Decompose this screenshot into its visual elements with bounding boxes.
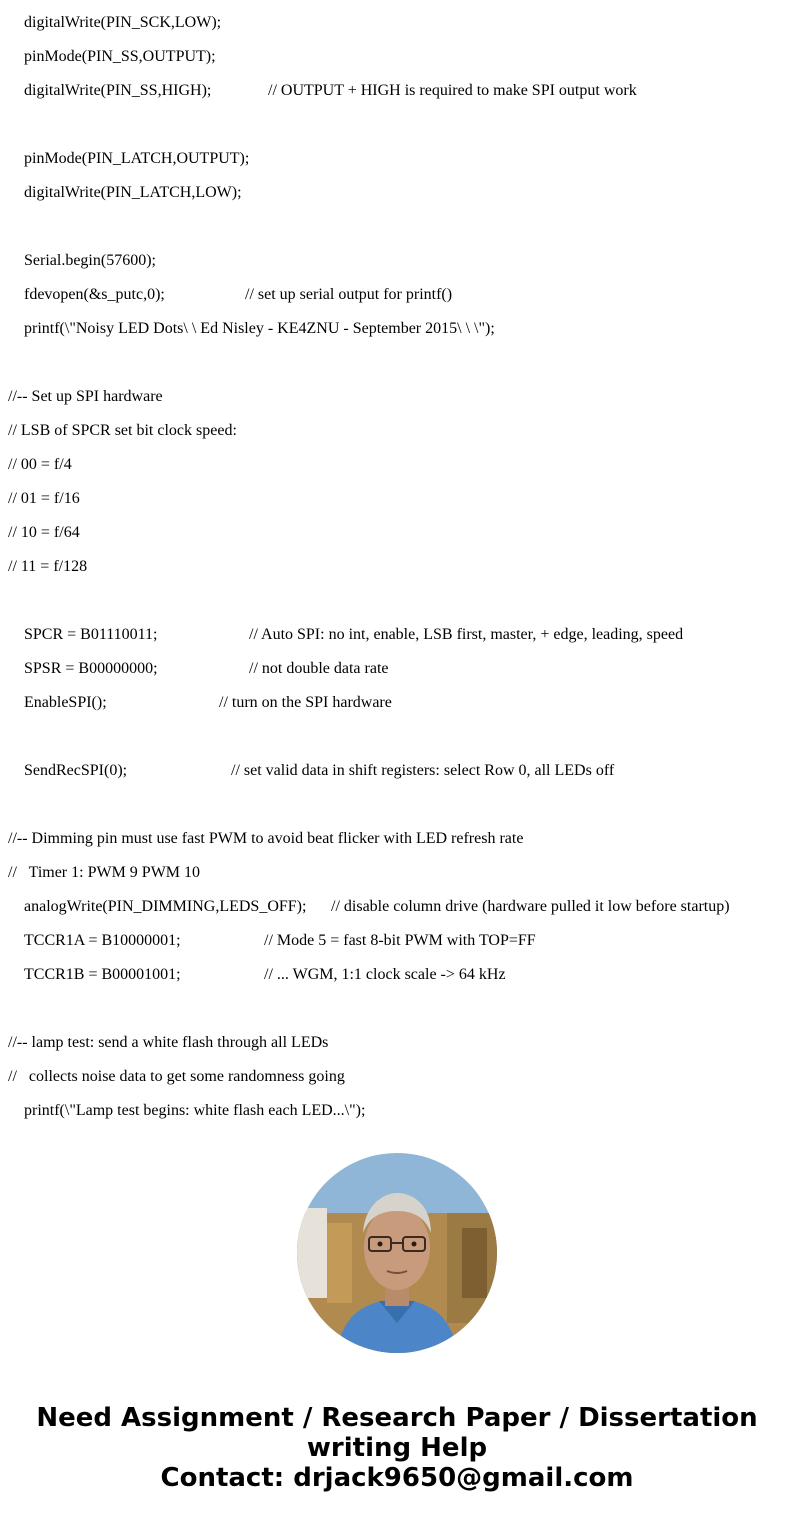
- code-line: [24, 694, 107, 712]
- comment-line: [8, 388, 163, 406]
- code-line: [24, 932, 181, 950]
- inline-comment: // disable column drive (hardware pulled it low before startup): [331, 898, 730, 915]
- author-avatar: [297, 1153, 497, 1353]
- code-text: // 00 = f/4: [8, 456, 72, 473]
- comment-line: [8, 1034, 328, 1052]
- code-text: // collects noise data to get some randomness going: [8, 1068, 345, 1085]
- comment-line: [8, 490, 80, 508]
- code-text: digitalWrite(PIN_SCK,LOW);: [24, 14, 222, 31]
- code-text: // Timer 1: PWM 9 PWM 10: [8, 864, 201, 881]
- inline-comment: // set up serial output for printf(): [245, 286, 453, 303]
- code-line: [24, 320, 495, 338]
- code-text: SPCR = B01110011;: [24, 626, 158, 643]
- code-line: [24, 966, 181, 984]
- author-photo: [297, 1153, 497, 1353]
- code-text: printf(\"Noisy LED Dots\ \ Ed Nisley - KE4ZNU - September 2015\ \ \");: [24, 320, 495, 337]
- code-text: //-- Dimming pin must use fast PWM to avoid beat flicker with LED refresh rate: [8, 830, 524, 847]
- comment-line: [8, 1068, 345, 1086]
- inline-comment: // ... WGM, 1:1 clock scale -> 64 kHz: [264, 966, 506, 983]
- inline-comment: // set valid data in shift registers: select Row 0, all LEDs off: [231, 762, 615, 779]
- inline-comment: // Mode 5 = fast 8-bit PWM with TOP=FF: [264, 932, 536, 949]
- code-text: pinMode(PIN_SS,OUTPUT);: [24, 48, 216, 65]
- inline-comment: // turn on the SPI hardware: [219, 694, 392, 711]
- code-text: //-- lamp test: send a white flash through all LEDs: [8, 1034, 329, 1051]
- comment-line: [8, 830, 523, 848]
- contact-banner: [0, 1403, 794, 1493]
- code-line: [24, 184, 242, 202]
- code-line: [24, 762, 127, 780]
- code-text: Serial.begin(57600);: [24, 252, 156, 269]
- code-text: digitalWrite(PIN_LATCH,LOW);: [24, 184, 242, 201]
- code-text: printf(\"Lamp test begins: white flash each LED...\");: [24, 1102, 366, 1119]
- code-text: digitalWrite(PIN_SS,HIGH);: [24, 82, 212, 99]
- comment-line: [8, 422, 237, 440]
- code-text: analogWrite(PIN_DIMMING,LEDS_OFF);: [24, 898, 307, 915]
- comment-line: [8, 864, 200, 882]
- code-text: // 01 = f/16: [8, 490, 80, 507]
- code-text: pinMode(PIN_LATCH,OUTPUT);: [24, 150, 250, 167]
- code-text: TCCR1A = B10000001;: [24, 932, 181, 949]
- code-text: SPSR = B00000000;: [24, 660, 158, 677]
- code-text: fdevopen(&s_putc,0);: [24, 286, 165, 303]
- inline-comment: // Auto SPI: no int, enable, LSB first, master, + edge, leading, speed: [249, 626, 684, 643]
- banner-line-1: Need Assignment / Research Paper / Dissertation: [36, 1403, 758, 1433]
- code-text: TCCR1B = B00001001;: [24, 966, 181, 983]
- code-text: // 11 = f/128: [8, 558, 88, 575]
- code-text: // LSB of SPCR set bit clock speed:: [8, 422, 237, 439]
- comment-line: [8, 456, 72, 474]
- code-line: [24, 626, 158, 644]
- code-line: [24, 286, 165, 304]
- code-text: EnableSPI();: [24, 694, 107, 711]
- comment-line: [8, 524, 80, 542]
- code-line: [24, 150, 249, 168]
- banner-line-3: Contact: drjack9650@gmail.com: [160, 1463, 634, 1493]
- code-text: //-- Set up SPI hardware: [8, 388, 163, 405]
- code-line: [24, 82, 211, 100]
- code-line: [24, 252, 156, 270]
- code-line: [24, 898, 306, 916]
- code-line: [24, 660, 158, 678]
- inline-comment: // OUTPUT + HIGH is required to make SPI output work: [268, 82, 637, 99]
- code-line: [24, 48, 216, 66]
- inline-comment: // not double data rate: [249, 660, 389, 677]
- code-line: [24, 14, 221, 32]
- code-line: [24, 1102, 365, 1120]
- banner-line-2: writing Help: [306, 1433, 488, 1463]
- comment-line: [8, 558, 87, 576]
- code-text: SendRecSPI(0);: [24, 762, 128, 779]
- code-text: // 10 = f/64: [8, 524, 80, 541]
